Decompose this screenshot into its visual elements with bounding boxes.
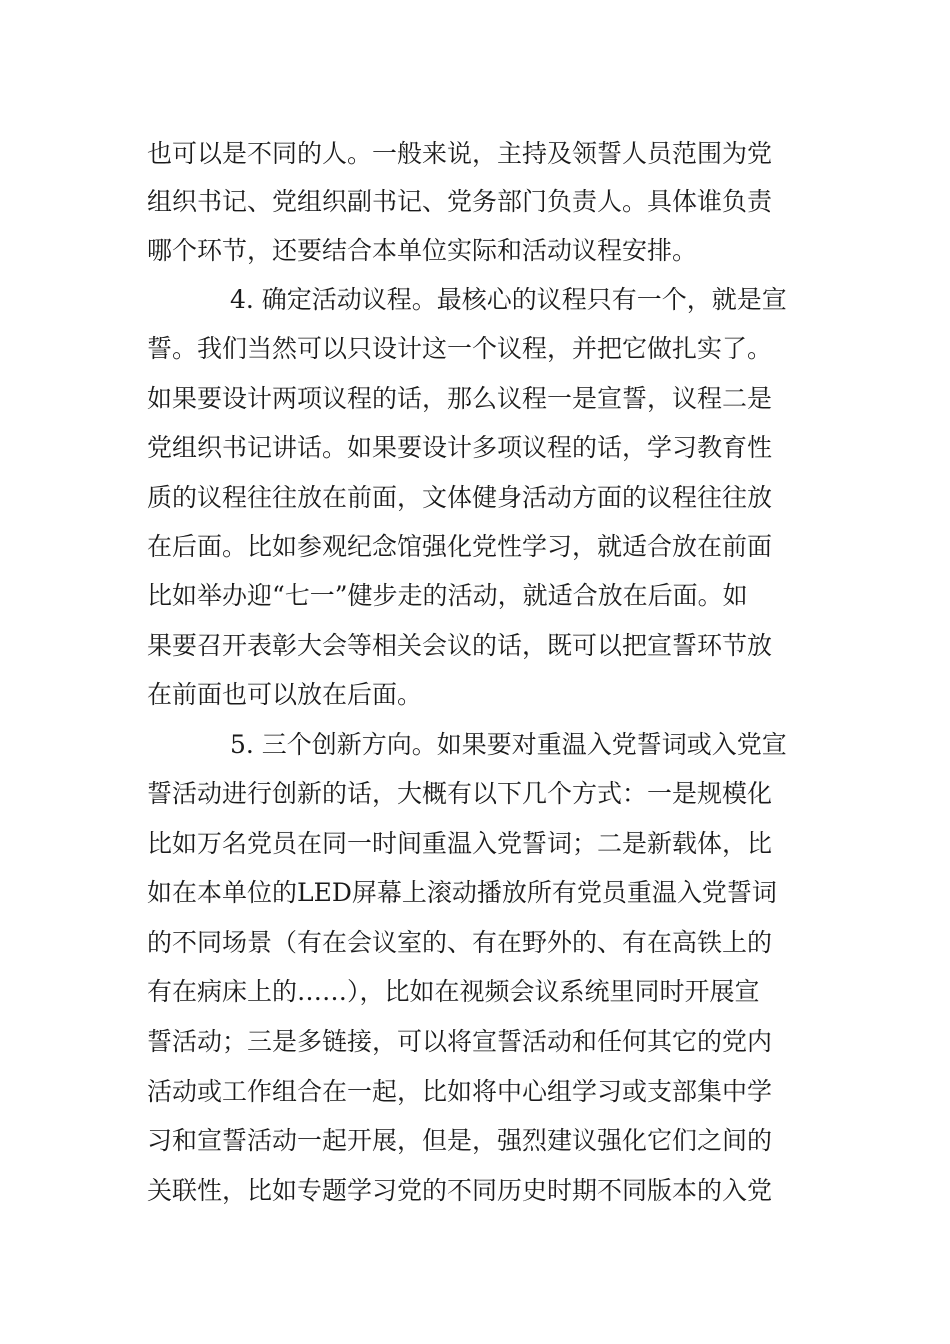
paragraph-heading-5: 5. 三个创新方向。如果要对重温入党誓词或入党宣 [230, 730, 787, 759]
paragraph-heading-4: 4. 确定活动议程。最核心的议程只有一个，就是宣 [230, 285, 787, 314]
text-line: 誓活动；三是多链接，可以将宣誓活动和任何其它的党内 [147, 1027, 773, 1056]
text-line: 质的议程往往放在前面，文体健身活动方面的议程往往放 [147, 483, 773, 512]
text-line: 党组织书记讲话。如果要设计多项议程的话，学习教育性 [147, 433, 773, 462]
text-line: 果要召开表彰大会等相关会议的话，既可以把宣誓环节放 [147, 631, 773, 660]
text-line: 也可以是不同的人。一般来说，主持及领誓人员范围为党 [147, 139, 773, 168]
text-line: 誓。我们当然可以只设计这一个议程，并把它做扎实了。 [147, 334, 773, 363]
text-line: 习和宣誓活动一起开展，但是，强烈建议强化它们之间的 [147, 1126, 773, 1155]
text-line: 在后面。比如参观纪念馆强化党性学习，就适合放在前面 [147, 532, 773, 561]
text-line: 关联性，比如专题学习党的不同历史时期不同版本的入党 [147, 1176, 773, 1205]
text-line: 哪个环节，还要结合本单位实际和活动议程安排。 [147, 236, 698, 265]
text-line: 的不同场景（有在会议室的、有在野外的、有在高铁上的 [147, 928, 773, 957]
text-line: 比如万名党员在同一时间重温入党誓词；二是新载体，比 [147, 829, 773, 858]
text-line: 在前面也可以放在后面。 [147, 680, 423, 709]
text-line: 比如举办迎“七一”健步走的活动，就适合放在后面。如 [147, 581, 748, 610]
text-line: 如在本单位的LED屏幕上滚动播放所有党员重温入党誓词 [147, 878, 777, 907]
text-line: 有在病床上的……），比如在视频会议系统里同时开展宣 [147, 977, 760, 1006]
text-line: 组织书记、党组织副书记、党务部门负责人。具体谁负责 [147, 187, 773, 216]
text-line: 如果要设计两项议程的话，那么议程一是宣誓，议程二是 [147, 384, 773, 413]
text-line: 活动或工作组合在一起，比如将中心组学习或支部集中学 [147, 1077, 773, 1106]
text-line: 誓活动进行创新的话，大概有以下几个方式：一是规模化 [147, 779, 773, 808]
